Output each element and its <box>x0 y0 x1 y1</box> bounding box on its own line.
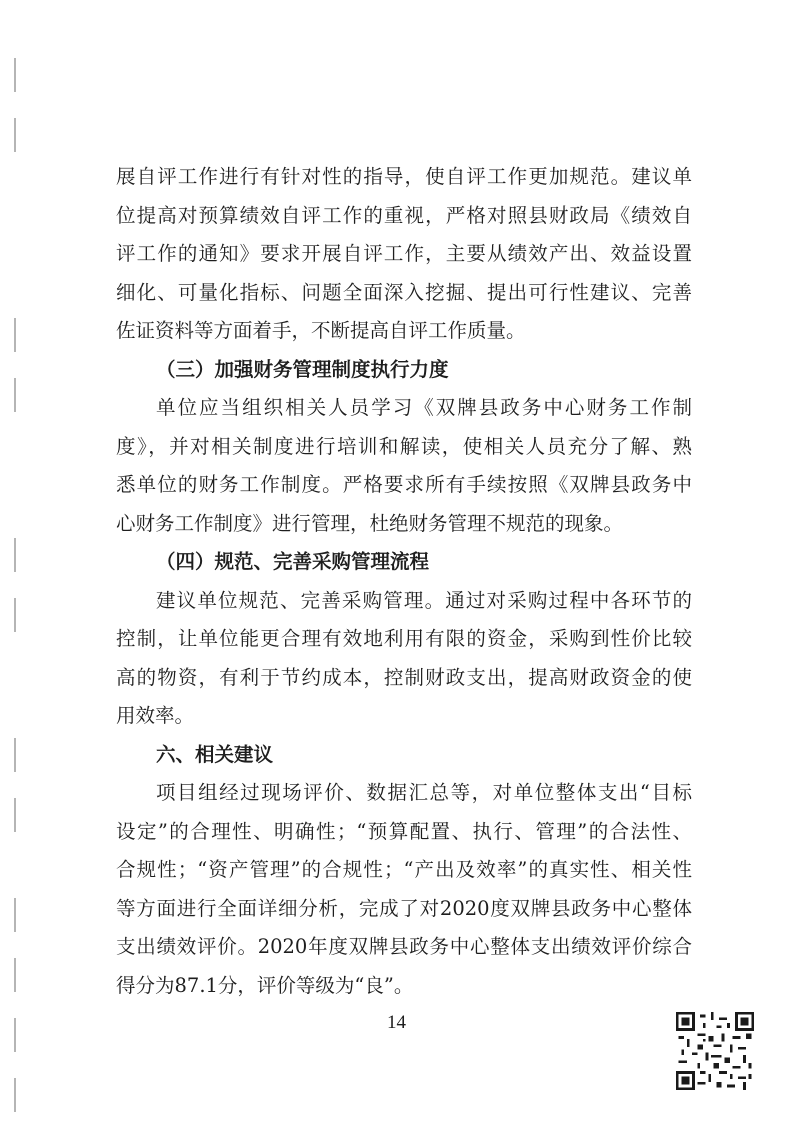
qr-code-icon <box>676 1012 754 1090</box>
text-line: 评工作的通知》要求开展自评工作，主要从绩效产出、效益设置 <box>116 242 692 265</box>
document-body <box>116 158 692 1005</box>
text-line: 控制，让单位能更合理有效地利用有限的资金，采购到性价比较 <box>116 627 692 650</box>
text-line: 悉单位的财务工作制度。严格要求所有手续按照《双牌县政务中 <box>116 473 692 496</box>
text-line: 心财务工作制度》进行管理，杜绝财务管理不规范的现象。 <box>116 511 624 535</box>
text-line: 等方面进行全面详细分析，完成了对2020度双牌县政务中心整体 <box>116 896 692 920</box>
text-line: 支出绩效评价。2020年度双牌县政务中心整体支出绩效评价综合 <box>116 935 692 958</box>
text-line: 展自评工作进行有针对性的指导，使自评工作更加规范。建议单 <box>116 165 692 188</box>
page-number: 14 <box>387 1012 406 1033</box>
paragraph-procurement <box>116 582 692 736</box>
text-line: 单位应当组织相关人员学习《双牌县政务中心财务工作制 <box>156 396 692 419</box>
section-heading-3: （三）加强财务管理制度执行力度 <box>156 357 449 381</box>
text-line: 用效率。 <box>116 704 195 727</box>
text-line: 细化、可量化指标、问题全面深入挖掘、提出可行性建议、完善 <box>116 280 692 304</box>
paragraph-finance-system <box>116 389 692 543</box>
text-line: 设定”的合理性、明确性；“预算配置、执行、管理”的合法性、 <box>116 819 692 843</box>
text-line: 高的物资，有利于节约成本，控制财政支出，提高财政资金的使 <box>116 665 692 689</box>
text-line: 度》，并对相关制度进行培训和解读，使相关人员充分了解、熟 <box>116 434 692 458</box>
text-line: 佐证资料等方面着手，不断提高自评工作质量。 <box>116 319 526 342</box>
section-heading-6: 六、相关建议 <box>156 742 274 766</box>
text-line: 建议单位规范、完善采购管理。通过对采购过程中各环节的 <box>156 588 692 612</box>
paragraph-continuation <box>116 158 692 351</box>
text-line: 位提高对预算绩效自评工作的重视，严格对照县财政局《绩效自 <box>116 203 692 227</box>
binding-margin-marks <box>14 0 20 1121</box>
text-line: 合规性；“资产管理”的合规性；“产出及效率”的真实性、相关性 <box>116 858 692 881</box>
paragraph-recommendations <box>116 774 692 1005</box>
text-line: 得分为87.1分，评价等级为“良”。 <box>116 973 414 997</box>
text-line: 项目组经过现场评价、数据汇总等，对单位整体支出“目标 <box>156 781 692 804</box>
section-heading-4: （四）规范、完善采购管理流程 <box>156 550 430 573</box>
